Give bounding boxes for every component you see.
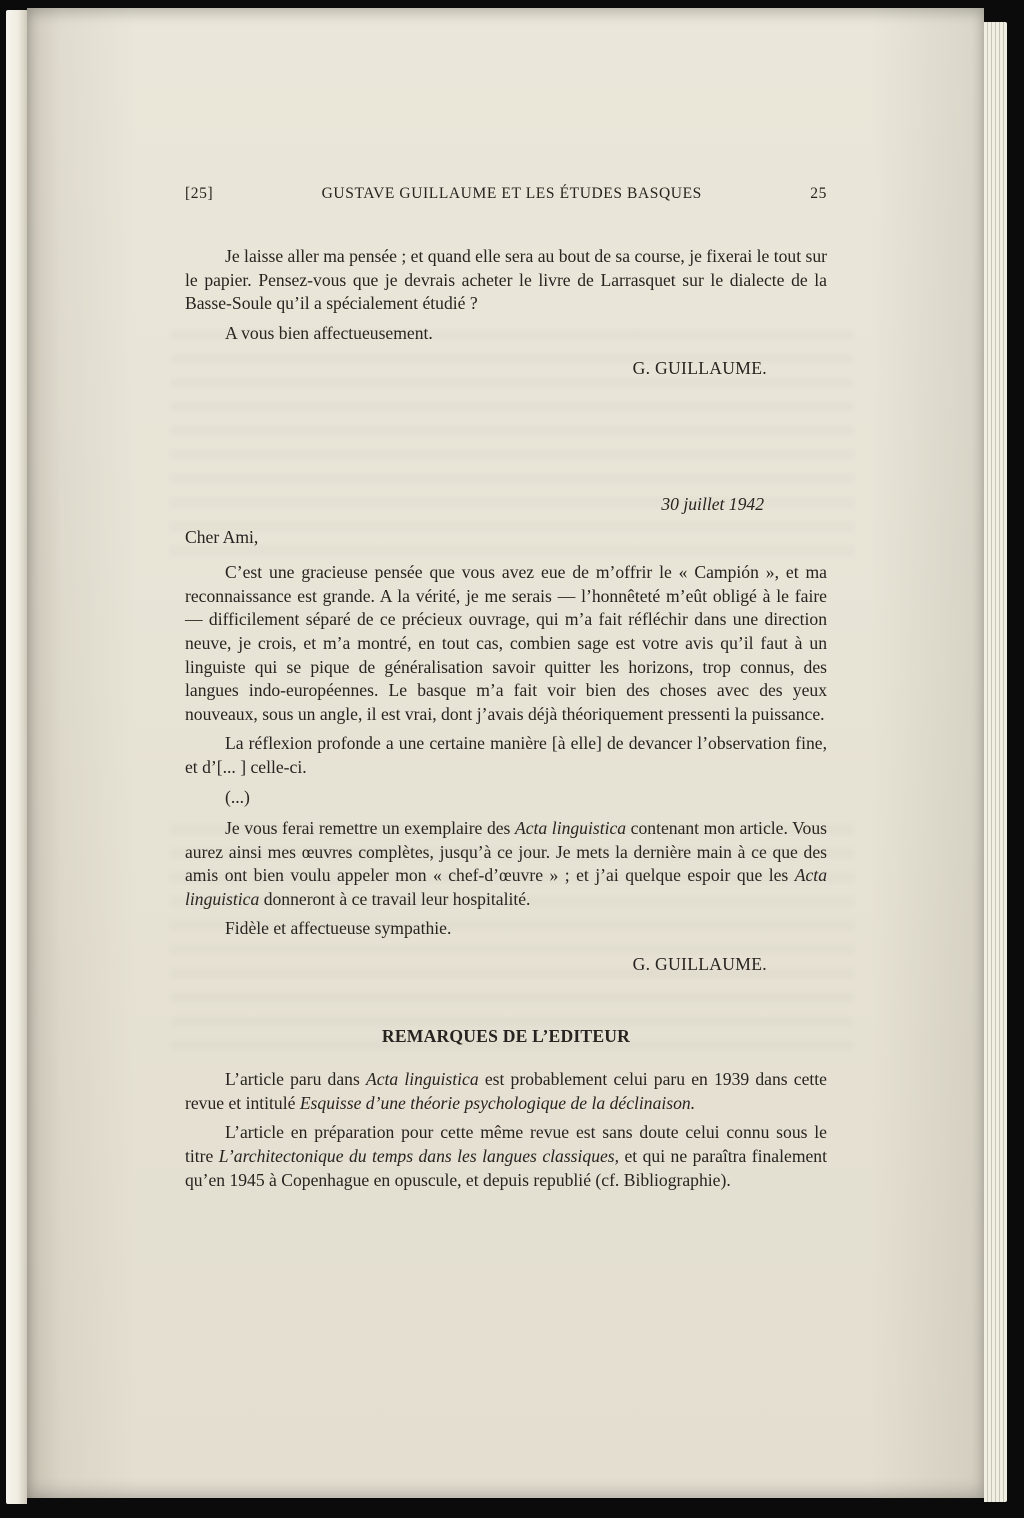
letter2-p3-italic-title: Acta linguistica [514,818,627,839]
letter2-p3-italic-title: Acta linguistica [185,865,827,909]
book-page [27,8,984,1498]
letter2-signature: G. GUILLAUME. [632,954,767,975]
book-spine-edge [6,10,27,1504]
editor-p2-text: et qui ne paraîtra finalement qu’en 1945 à Copenhague en opuscule, et depuis republié (cf. Bibliographie). [185,1146,827,1190]
editor-paragraph-2 [185,1121,827,1192]
letter2-p3-text: donneront à ce travail leur hospitalité. [259,888,531,909]
editor-p1-italic-title: Acta linguistica [365,1069,479,1090]
text-block [185,245,827,1192]
letter2-date: 30 juillet 1942 [661,493,764,514]
editor-p1-text: est probablement celui paru en 1939 dans cette revue et intitulé [185,1069,827,1113]
folio-bracket-number: [25] [185,185,214,202]
letter1-paragraph: Je laisse aller ma pensée ; et quand elle sera au bout de sa course, je fixerai le tout sur le papier. Pensez-vous que je devrais acheter le livre de Larrasquet sur le dialecte de la Basse-Soule qu’il a spécialement étudié ? [185,246,827,314]
running-title: GUSTAVE GUILLAUME ET LES ÉTUDES BASQUES [321,185,702,202]
editor-p2-italic-title: L’architectonique du temps dans les langues classiques, [218,1146,620,1167]
page-stack-edges [984,22,1007,1502]
letter2-salutation: Cher Ami, [185,526,259,547]
editor-p1-text: L’article paru dans [225,1069,366,1090]
letter2-paragraph-3 [185,817,827,911]
letter2-ellipsis: (...) [225,786,250,807]
letter2-closing-line: Fidèle et affectueuse sympathie. [225,918,452,939]
page-header [185,185,827,203]
letter2-p3-text: Je vous ferai remettre un exemplaire des [225,818,515,839]
editor-p2-text: L’article en préparation pour cette même revue est sans doute celui connu sous le titre [185,1122,827,1167]
letter2-paragraph-1: C’est une gracieuse pensée que vous avez eue de m’offrir le « Campión », et ma reconnaissance est grande. A la vérité, je me serais — l’honnêteté m’eût obligé à le faire — difficilement séparé de ce précieux ouvrage, qui m’a fait réfléchir dans une direction neuve, je crois, et m’a montré, en tout cas, combien sage est votre avis qu’il faut à un linguiste qui se pique de généralisation savoir quitter les horizons, trop connus, des langues indo-européennes. Le basque m’a fait voir bien des choses avec des yeux nouveaux, sous un angle, il est vrai, dont j’avais déjà théoriquement pressenti la puissance. [185,562,827,724]
letter2-paragraph-2: La réflexion profonde a une certaine manière [à elle] de devancer l’observation fine, et d’[... ] celle-ci. [185,733,827,777]
letter2-p3-text: contenant mon article. Vous aurez ainsi mes œuvres complètes, jusqu’à ce jour. Je mets la dernière main à ce que des amis ont bien voulu appeler mon « chef-d’œuvre » ; et j’ai quelque espoir que les [185,818,827,886]
page-number: 25 [810,185,827,202]
editor-p1-italic-title: Esquisse d’une théorie psychologique de la déclinaison. [299,1092,696,1113]
letter1-signature: G. GUILLAUME. [632,358,767,379]
letter1-closing-line: A vous bien affectueusement. [225,322,433,343]
editor-paragraph-1 [185,1068,827,1115]
editor-section-heading: REMARQUES DE L’EDITEUR [381,1025,631,1046]
